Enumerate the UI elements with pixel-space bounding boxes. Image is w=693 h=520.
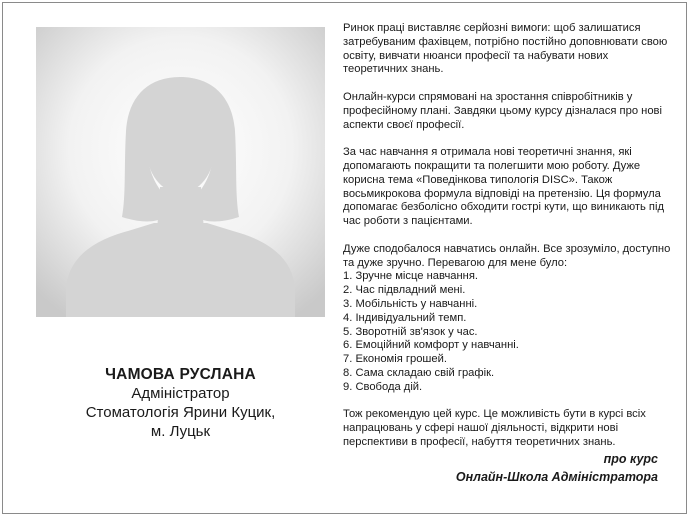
benefit-item: 1. Зручне місце навчання. bbox=[343, 270, 479, 283]
benefits-intro: Дуже сподобалося навчатись онлайн. Все зрозуміло, доступно та дуже зручно. Перевагою для мене було: bbox=[343, 242, 671, 269]
benefit-item: 4. Індивідуальний темп. bbox=[343, 311, 467, 324]
course-signature bbox=[456, 450, 658, 486]
review-paragraph: Онлайн-курси спрямовані на зростання співробітників у професійному плані. Завдяки цьому курсу дізналася про нові аспекти своєї професії. bbox=[343, 90, 662, 131]
person-position: Адміністратор bbox=[131, 385, 230, 402]
review-paragraph: За час навчання я отримала нові теоретичні знання, які допомагають покращити та полегшити мою роботу. Дуже корисна тема «Поведінкова типологія DISC». Також восьмикрокова формула відповіді на претензію. Ця формула допомагає безболісно обходити гострі кути, що виникають під час роботи з пацієнтами. bbox=[343, 146, 664, 228]
person-name: ЧАМОВА РУСЛАНА bbox=[105, 366, 256, 383]
benefit-item: 6. Емоційний комфорт у навчанні. bbox=[343, 339, 519, 352]
review-text bbox=[343, 22, 673, 464]
benefit-item: 9. Свобода дій. bbox=[343, 380, 423, 393]
benefits-list bbox=[343, 270, 673, 394]
benefit-item: 2. Час підвладний мені. bbox=[343, 284, 466, 297]
benefit-item: 7. Економія грошей. bbox=[343, 353, 447, 366]
signature-line-2: Онлайн-Школа Адміністратора bbox=[455, 470, 658, 484]
person-info bbox=[36, 365, 325, 441]
benefit-item: 8. Сама складаю свій графік. bbox=[343, 366, 495, 379]
female-avatar-icon bbox=[36, 27, 325, 317]
testimonial-card bbox=[2, 2, 687, 514]
benefit-item: 5. Зворотній зв'язок у час. bbox=[343, 325, 478, 338]
benefit-item: 3. Мобільність у навчанні. bbox=[343, 297, 478, 310]
person-company: Стоматологія Ярини Куцик, bbox=[85, 404, 276, 421]
person-city: м. Луцьк bbox=[150, 423, 211, 440]
review-paragraph: Ринок праці виставляє серйозні вимоги: щоб залишатися затребуваним фахівцем, потрібно постійно доповнювати свою освіту, вивчати нюанси професії та набувати нових теоретичних знань. bbox=[343, 22, 668, 76]
signature-line-1: про курс bbox=[603, 452, 658, 466]
profile-photo-placeholder bbox=[36, 27, 325, 317]
review-closing: Тож рекомендую цей курс. Це можливість бути в курсі всіх напрацювань у сфері нашої діяльності, відкрити нові перспективи в професії, набуття теоретичних знань. bbox=[343, 408, 646, 448]
